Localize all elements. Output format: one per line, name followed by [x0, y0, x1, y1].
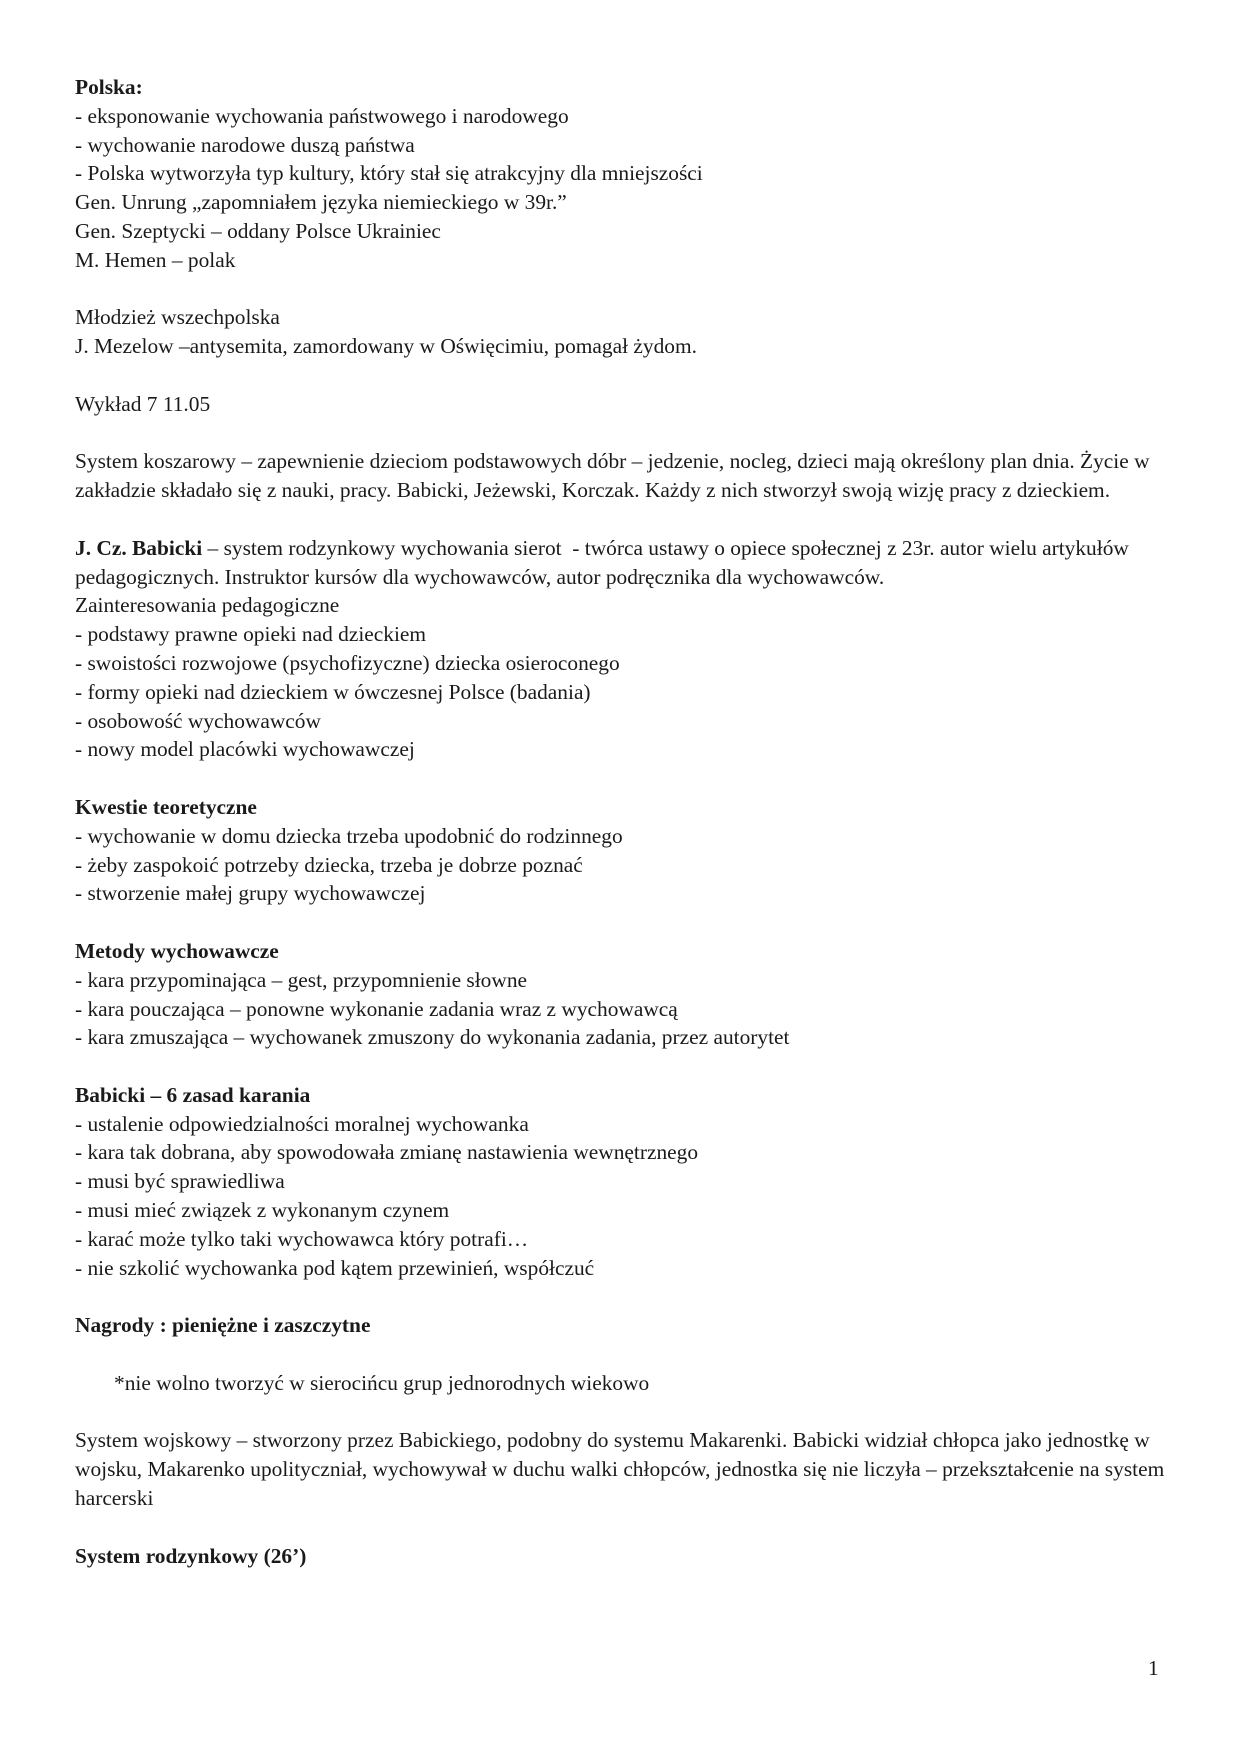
zainteresowania-line-4: - osobowość wychowawców: [75, 708, 321, 733]
zasady-line-4: - musi mieć związek z wykonanym czynem: [75, 1198, 450, 1223]
metody-line-2: - kara pouczająca – ponowne wykonanie zadania wraz z wychowawcą: [75, 996, 678, 1021]
page-number: 1: [1148, 1656, 1159, 1680]
note-line: *nie wolno tworzyć w sierocińcu grup jednorodnych wiekowo: [114, 1370, 650, 1395]
zasady-line-5: - karać może tylko taki wychowawca który potrafi…: [75, 1226, 529, 1251]
spacer: [75, 908, 1175, 937]
mlodziez-line-2: J. Mezelow –antysemita, zamordowany w Oświęcimiu, pomagał żydom.: [75, 334, 697, 359]
mlodziez-line-1: Młodzież wszechpolska: [75, 305, 280, 330]
zainteresowania-line-2: - swoistości rozwojowe (psychofizyczne) dziecka osieroconego: [75, 650, 620, 675]
zasady-line-6: - nie szkolić wychowanka pod kątem przewinień, współczuć: [75, 1255, 595, 1280]
spacer: [75, 1513, 1175, 1542]
kwestie-line-1: - wychowanie w domu dziecka trzeba upodobnić do rodzinnego: [75, 823, 623, 848]
zainteresowania-line-3: - formy opieki nad dzieckiem w ówczesnej Polsce (badania): [75, 679, 591, 704]
spacer: [75, 764, 1175, 793]
lecture-label: Wykład 7 11.05: [75, 391, 211, 416]
kwestie-line-3: - stworzenie małej grupy wychowawczej: [75, 881, 426, 906]
system-koszarowy-paragraph: System koszarowy – zapewnienie dzieciom podstawowych dóbr – jedzenie, nocleg, dzieci mają określony plan dnia. Życie w zakładzie składało się z nauki, pracy. Babicki, Jeżewski, Korczak. Każdy z nich stworzył swoją wizję pracy z dzieckiem.: [75, 449, 1155, 503]
metody-line-3: - kara zmuszająca – wychowanek zmuszony do wykonania zadania, przez autorytet: [75, 1025, 790, 1050]
zasady-line-3: - musi być sprawiedliwa: [75, 1169, 285, 1194]
zasady-line-2: - kara tak dobrana, aby spowodowała zmianę nastawienia wewnętrznego: [75, 1140, 699, 1165]
polska-line-1: - eksponowanie wychowania państwowego i narodowego: [75, 103, 569, 128]
polska-line-5: Gen. Szeptycki – oddany Polsce Ukrainiec: [75, 218, 441, 243]
system-wojskowy-paragraph: System wojskowy – stworzony przez Babickiego, podobny do systemu Makarenki. Babicki widział chłopca jako jednostkę w wojsku, Makarenko upolityczniał, wychowywał w duchu walki chłopców, jednostka się nie liczyła – przekształcenie na system harcerski: [75, 1428, 1170, 1511]
spacer: [75, 1398, 1175, 1427]
spacer: [75, 361, 1175, 390]
polska-line-4: Gen. Unrung „zapomniałem języka niemieckiego w 39r.”: [75, 190, 567, 215]
spacer: [75, 1340, 1175, 1369]
polska-line-3: - Polska wytworzyła typ kultury, który stał się atrakcyjny dla mniejszości: [75, 161, 703, 186]
section-heading-polska: Polska:: [75, 75, 143, 99]
polska-line-2: - wychowanie narodowe duszą państwa: [75, 132, 415, 157]
section-heading-zasady: Babicki – 6 zasad karania: [75, 1082, 311, 1107]
spacer: [75, 505, 1175, 534]
section-heading-metody: Metody wychowawcze: [75, 938, 279, 963]
zainteresowania-line-1: - podstawy prawne opieki nad dzieckiem: [75, 622, 427, 647]
section-heading-nagrody: Nagrody : pieniężne i zaszczytne: [75, 1313, 371, 1338]
babicki-intro-text: – system rodzynkowy wychowania sierot - twórca ustawy o opiece społecznej z 23r. autor wielu artykułów pedagogicznych. Instruktor kursów dla wychowawców, autor podręcznika dla wychowawców.: [75, 535, 1135, 589]
zainteresowania-line-5: - nowy model placówki wychowawczej: [75, 737, 415, 762]
kwestie-line-2: - żeby zaspokoić potrzeby dziecka, trzeba je dobrze poznać: [75, 852, 583, 877]
metody-line-1: - kara przypominająca – gest, przypomnienie słowne: [75, 967, 528, 992]
section-heading-system-rodzynkowy: System rodzynkowy (26’): [75, 1543, 307, 1568]
spacer: [75, 275, 1175, 304]
spacer: [75, 1282, 1175, 1311]
zainteresowania-heading: Zainteresowania pedagogiczne: [75, 593, 340, 618]
babicki-intro-paragraph: [75, 534, 1175, 592]
document-page: [75, 73, 1175, 1570]
spacer: [75, 419, 1175, 448]
babicki-name: J. Cz. Babicki: [75, 535, 203, 560]
section-heading-kwestie: Kwestie teoretyczne: [75, 794, 257, 819]
spacer: [75, 1052, 1175, 1081]
zasady-line-1: - ustalenie odpowiedzialności moralnej wychowanka: [75, 1111, 529, 1136]
polska-line-6: M. Hemen – polak: [75, 247, 236, 272]
